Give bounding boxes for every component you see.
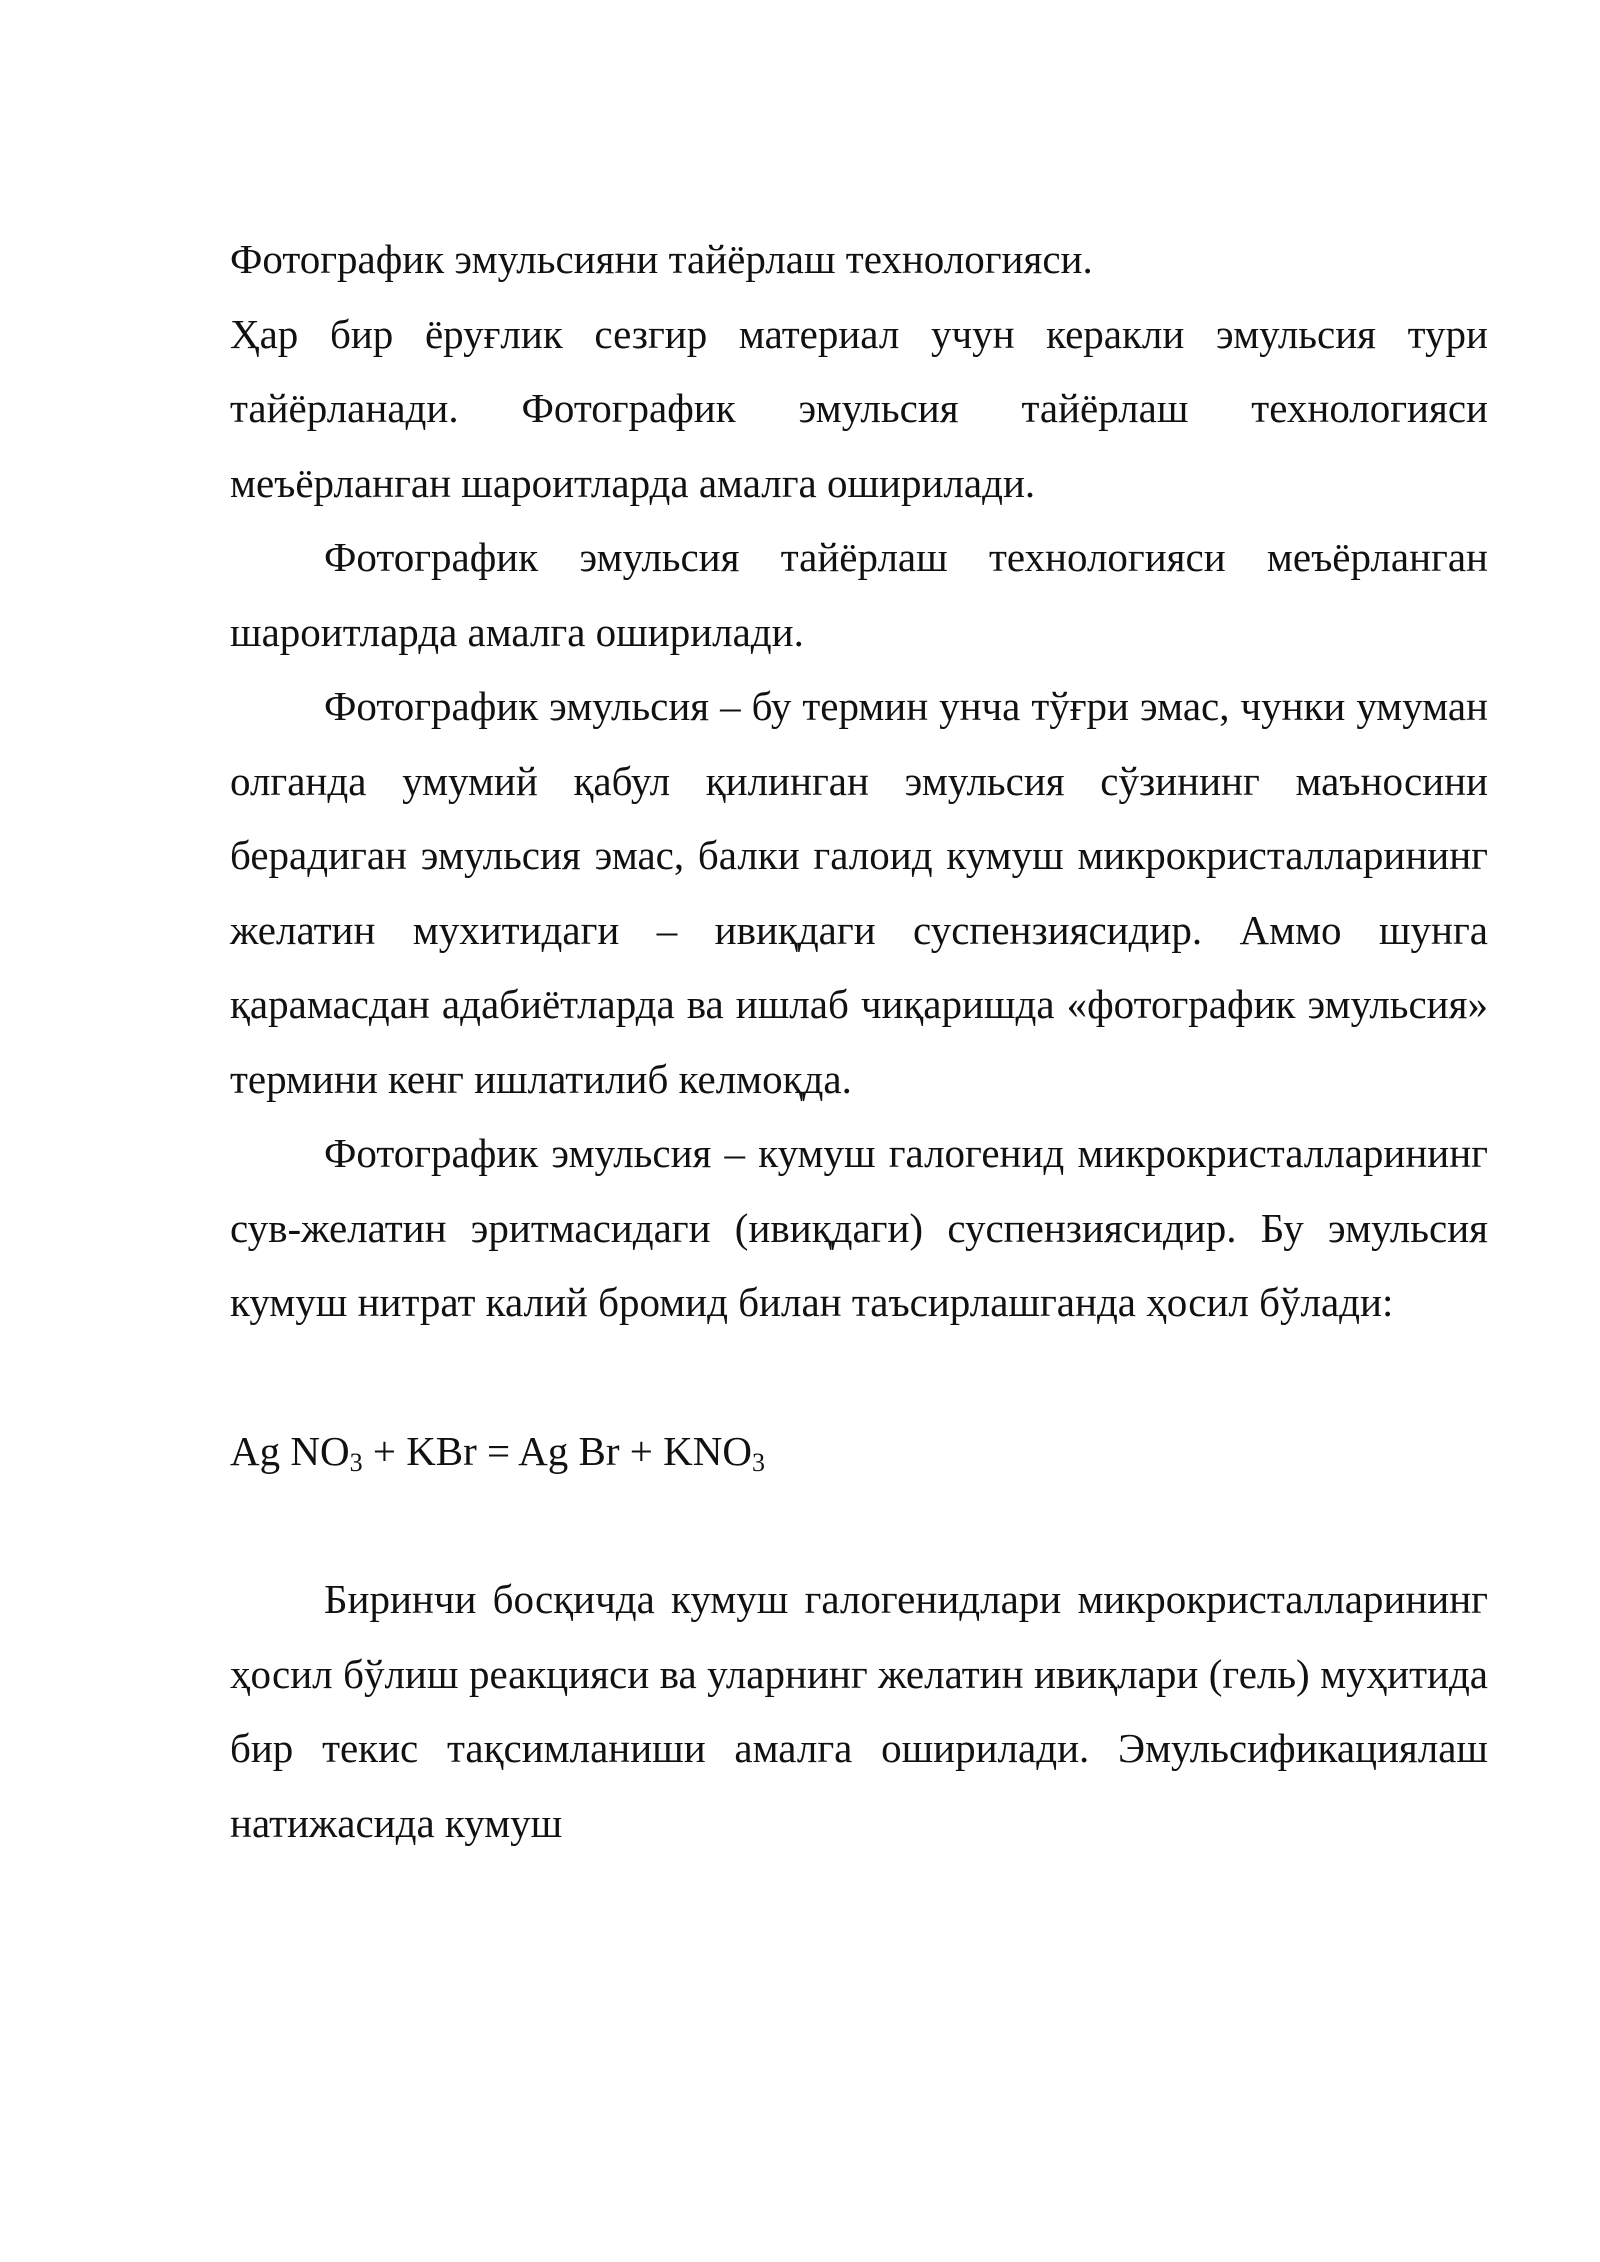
paragraph-5: Биринчи босқичда кумуш галогенидлари микрокристалларининг ҳосил бўлиш реакцияси ва уларнинг желатин ивиқлари (гель) муҳитида бир текис тақсимланиши амалга оширилади. Эмульсификациялаш натижасида кумуш <box>230 1576 1488 1846</box>
document-title: Фотографик эмульсияни тайёрлаш технологияси. <box>230 236 1093 282</box>
chemical-equation <box>230 1414 1488 1489</box>
paragraph-2: Фотографик эмульсия тайёрлаш технологияси меъёрланган шароитларда амалга оширилади. <box>230 534 1488 655</box>
paragraph-4: Фотографик эмульсия – кумуш галогенид микрокристалларининг сув-желатин эритмасидаги (ивиқдаги) суспензиясидир. Бу эмульсия кумуш нитрат калий бромид билан таъсирлашганда ҳосил бўлади: <box>230 1130 1488 1325</box>
equation-part-1: Ag NO <box>230 1427 350 1474</box>
equation-subscript-1: 3 <box>349 1447 363 1477</box>
paragraph-1: Ҳар бир ёруғлик сезгир материал учун керакли эмульсия тури тайёрланади. Фотографик эмульсия тайёрлаш технологияси меъёрланган шароитларда амалга оширилади. <box>230 310 1488 506</box>
equation-subscript-2: 3 <box>751 1447 765 1477</box>
document-body <box>230 222 1488 1860</box>
paragraph-3: Фотографик эмульсия – бу термин унча тўғри эмас, чунки умуман олганда умумий қабул қилинган эмульсия сўзининг маъносини берадиган эмульсия эмас, балки галоид кумуш микрокристалларининг желатин мухитидаги – ивиқдаги суспензиясидир. Аммо шунга қарамасдан адабиётларда ва ишлаб чиқаришда «фотографик эмульсия» термини кенг ишлатилиб келмоқда. <box>230 683 1488 1102</box>
equation-part-2: + KBr = Ag Br + KNO <box>362 1427 752 1474</box>
